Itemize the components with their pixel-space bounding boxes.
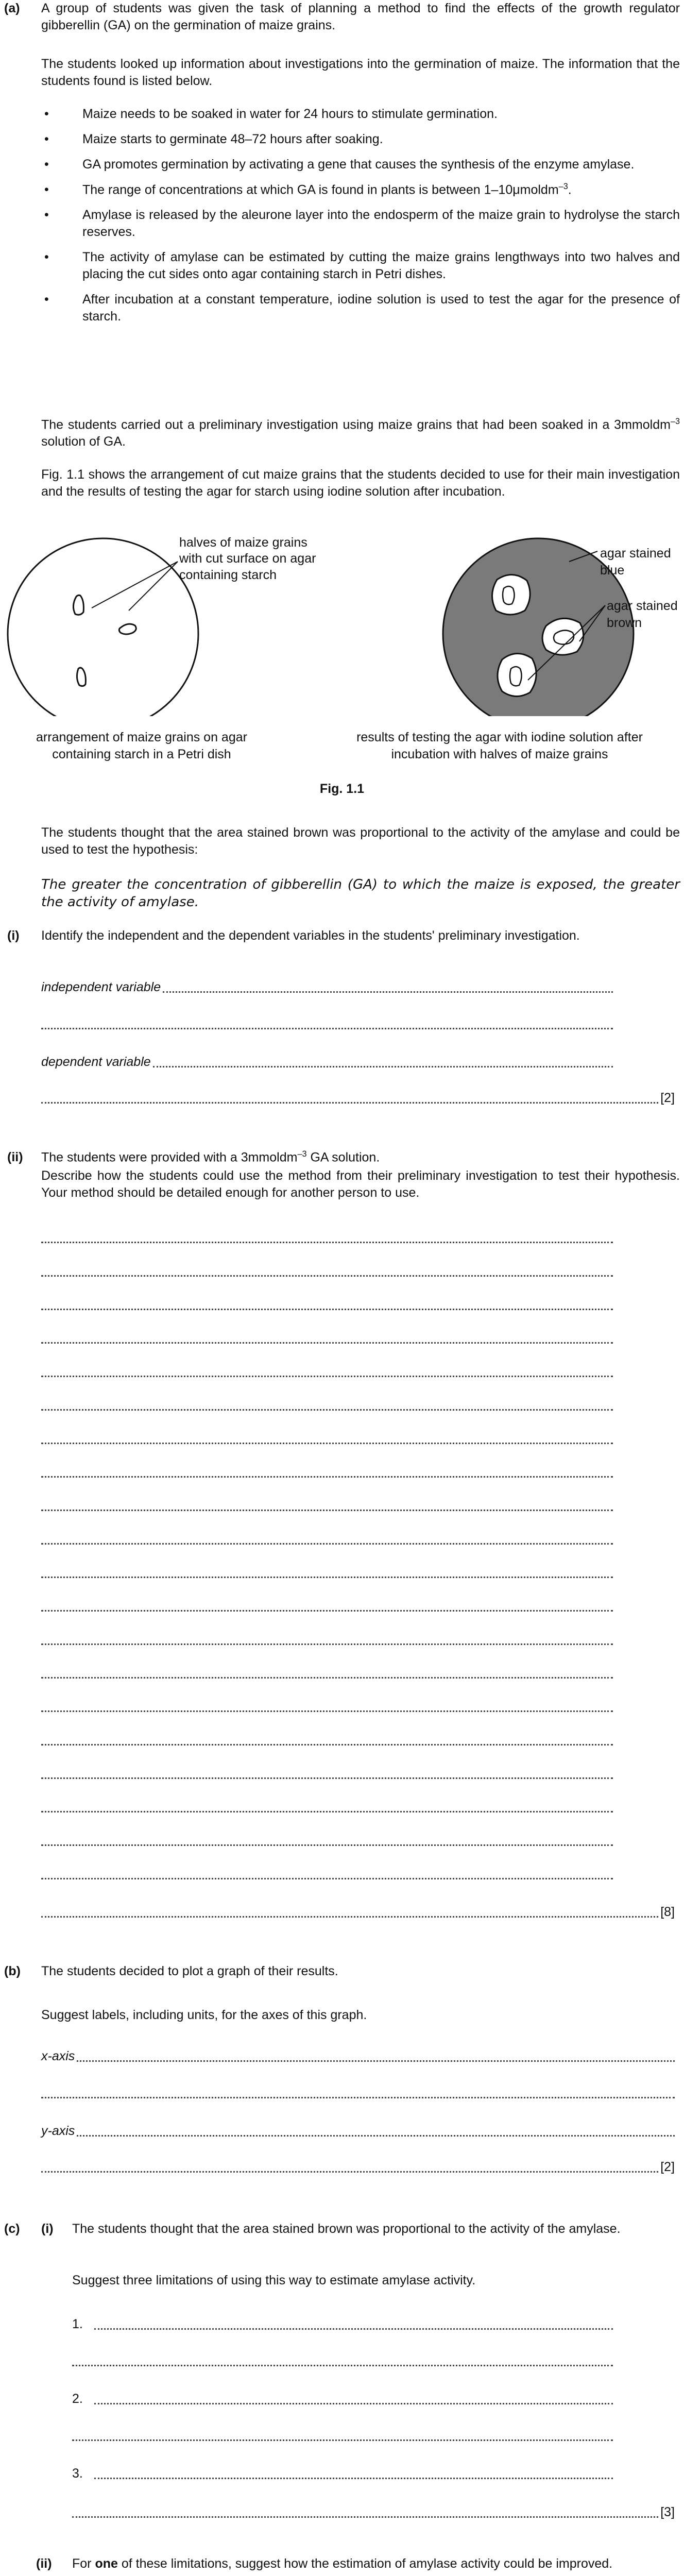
answer-line[interactable] xyxy=(41,1844,613,1846)
answer-line[interactable] xyxy=(41,1744,613,1745)
maize-half xyxy=(554,630,574,644)
answer-line[interactable] xyxy=(72,2365,613,2366)
answer-line[interactable] xyxy=(41,1610,613,1612)
answer-line[interactable] xyxy=(41,1376,613,1377)
answer-line[interactable] xyxy=(41,1476,613,1478)
answer-line[interactable] xyxy=(41,1811,613,1812)
question-c-i-label: (i) xyxy=(41,2222,54,2236)
answer-line[interactable] xyxy=(41,1342,613,1344)
answer-line[interactable] xyxy=(41,1643,613,1645)
answer-line[interactable] xyxy=(41,1309,613,1310)
question-c-i-text: The students thought that the area stained brown was proportional to the activity of the amylase. xyxy=(72,2222,621,2236)
answer-line[interactable] xyxy=(41,1777,613,1779)
x-axis-answer[interactable] xyxy=(41,2048,675,2065)
prelim-text: The students carried out a preliminary investigation using maize grains that had been soaked in a 3mmoldm$^{-3}$ solution of GA. xyxy=(41,417,680,449)
bullet-item: • After incubation at a constant temperature, iodine solution is used to test the agar for the presence of starch. xyxy=(41,291,680,325)
limitation-number: 1. xyxy=(72,2317,83,2331)
caption-left: arrangement of maize grains on agar containing starch in a Petri dish xyxy=(36,730,247,761)
part-i-label: (i) xyxy=(7,928,20,943)
answer-line[interactable] xyxy=(41,1242,613,1243)
limitation-number: 2. xyxy=(72,2392,83,2406)
hypothesis-text: The greater the concentration of gibberellin (GA) to which the maize is exposed, the greater the activity of amylase. xyxy=(41,877,680,910)
answer-line[interactable] xyxy=(41,1028,613,1029)
fig-intro: Fig. 1.1 shows the arrangement of cut maize grains that the students decided to use for their main investigation and the results of testing the agar for starch using iodine solution after incubation. xyxy=(41,467,680,499)
dependent-variable-label: dependent variable xyxy=(41,1055,151,1069)
part-ii-text1: The students were provided with a 3mmoldm$^{-3}$ GA solution. xyxy=(41,1149,380,1165)
maize-half xyxy=(510,667,522,686)
question-c-ii-text: For one of these limitations, suggest how the estimation of amylase activity could be improved. xyxy=(72,2556,613,2571)
bullet-item: • Amylase is released by the aleurone layer into the endosperm of the maize grain to hydrolyse the starch reserves. xyxy=(41,207,680,241)
answer-line-marked[interactable] xyxy=(41,1904,675,1921)
bullet-item: • Maize starts to germinate 48–72 hours after soaking. xyxy=(41,131,680,148)
answer-line[interactable] xyxy=(41,1510,613,1511)
part-i-text: Identify the independent and the dependent variables in the students' preliminary investigation. xyxy=(41,928,580,943)
limitation-3-answer[interactable] xyxy=(72,2465,613,2482)
marks-c-i: [3] xyxy=(660,2505,675,2519)
bullet-item: • GA promotes germination by activating a gene that causes the synthesis of the enzyme amylase. xyxy=(41,156,680,173)
question-b-label: (b) xyxy=(4,1964,21,1978)
x-axis-label: x-axis xyxy=(41,2049,75,2063)
question-a-label: (a) xyxy=(4,1,20,15)
y-axis-answer[interactable] xyxy=(41,2123,675,2140)
caption-right: results of testing the agar with iodine solution after incubation with halves of maize grains xyxy=(356,730,643,761)
answer-line[interactable] xyxy=(41,1409,613,1411)
dependent-variable-answer[interactable] xyxy=(41,1054,613,1071)
info-bullet-list xyxy=(41,106,680,333)
answer-line[interactable] xyxy=(41,1878,613,1879)
bullet-item: • The activity of amylase can be estimated by cutting the maize grains lengthways into two halves and placing the cut sides onto agar containing starch in Petri dishes. xyxy=(41,249,680,283)
question-c-label: (c) xyxy=(4,2222,20,2236)
figure-label: Fig. 1.1 xyxy=(319,782,365,796)
independent-variable-answer[interactable] xyxy=(41,979,613,996)
marks-part-ii: [8] xyxy=(660,1905,675,1919)
question-b-text: The students decided to plot a graph of their results. xyxy=(41,1964,338,1978)
petri-dish-left xyxy=(8,538,198,716)
maize-half xyxy=(73,595,83,615)
bullet-item: • Maize needs to be soaked in water for 24 hours to stimulate germination. xyxy=(41,106,680,123)
part-ii-label: (ii) xyxy=(7,1150,23,1164)
part-ii-text2: Describe how the students could use the method from their preliminary investigation to test their hypothesis. Your method should be detailed enough for another person to use. xyxy=(41,1168,680,1200)
answer-line[interactable] xyxy=(41,1543,613,1545)
marks-b: [2] xyxy=(660,2160,675,2174)
answer-line[interactable] xyxy=(41,1677,613,1679)
info-intro: The students looked up information about investigations into the germination of maize. The information that the students found is listed below. xyxy=(41,57,680,88)
answer-line-marked[interactable] xyxy=(41,2159,675,2176)
bullet-item-concentration: • The range of concentrations at which GA is found in plants is between 1–10μmoldm$^{-3}$. xyxy=(41,181,680,198)
label-halves: halves of maize grains with cut surface on agar containing starch xyxy=(179,535,316,582)
maize-half xyxy=(503,586,515,604)
label-agar-brown: agar stained brown xyxy=(607,599,678,630)
question-a-intro: A group of students was given the task of planning a method to find the effects of the growth regulator gibberellin (GA) on the germination of maize grains. xyxy=(41,1,680,32)
question-c-i-prompt: Suggest three limitations of using this way to estimate amylase activity. xyxy=(72,2273,476,2287)
question-c-ii-label: (ii) xyxy=(36,2556,52,2571)
y-axis-label: y-axis xyxy=(41,2124,75,2138)
answer-line[interactable] xyxy=(41,1443,613,1444)
question-b-prompt: Suggest labels, including units, for the axes of this graph. xyxy=(41,2008,367,2022)
limitation-number: 3. xyxy=(72,2466,83,2481)
label-agar-blue: agar stained blue xyxy=(600,546,671,578)
maize-half xyxy=(77,668,86,686)
answer-line[interactable] xyxy=(41,1710,613,1712)
marks-part-i: [2] xyxy=(660,1091,675,1105)
answer-line-marked[interactable] xyxy=(41,1090,675,1107)
answer-line[interactable] xyxy=(41,1577,613,1578)
figure-1-1 xyxy=(0,531,684,716)
independent-variable-label: independent variable xyxy=(41,980,161,994)
hypothesis-intro: The students thought that the area stained brown was proportional to the activity of the amylase and could be used to test the hypothesis: xyxy=(41,825,680,857)
limitation-1-answer[interactable] xyxy=(72,2316,613,2333)
limitation-2-answer[interactable] xyxy=(72,2391,613,2408)
answer-line-marked[interactable] xyxy=(72,2504,675,2521)
answer-line[interactable] xyxy=(41,1275,613,1277)
answer-line[interactable] xyxy=(41,2097,675,2098)
answer-line[interactable] xyxy=(72,2439,613,2441)
